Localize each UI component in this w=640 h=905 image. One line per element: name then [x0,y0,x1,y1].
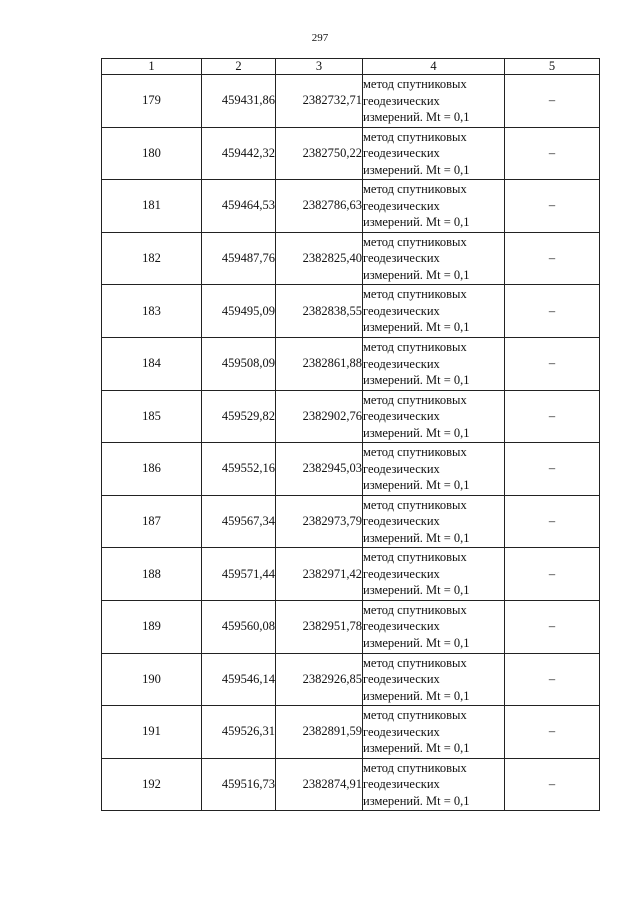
method-cell [363,75,505,128]
x-coordinate-cell: 459560,08 [202,600,276,653]
method-text-line: метод спутниковых [363,182,467,197]
method-text-line: геодезических [363,251,440,266]
table-row [102,548,600,601]
note-cell: – [505,285,600,338]
table-row [102,75,600,128]
note-cell: – [505,75,600,128]
method-text-line: геодезических [363,198,440,213]
method-cell [363,758,505,811]
method-text-line: метод спутниковых [363,234,467,249]
method-text-line: метод спутниковых [363,550,467,565]
point-number-cell: 180 [102,127,202,180]
method-text-line: геодезических [363,356,440,371]
note-cell: – [505,653,600,706]
method-text-line: геодезических [363,514,440,529]
method-cell [363,653,505,706]
x-coordinate-cell: 459495,09 [202,285,276,338]
method-text-line: измерений. Mt = 0,1 [363,688,470,703]
point-number-cell: 183 [102,285,202,338]
method-text-line: измерений. Mt = 0,1 [363,373,470,388]
method-text-line: метод спутниковых [363,445,467,460]
point-number-cell: 181 [102,180,202,233]
note-cell: – [505,337,600,390]
point-number-cell: 191 [102,706,202,759]
method-text-line: метод спутниковых [363,602,467,617]
note-cell: – [505,180,600,233]
method-text-line: геодезических [363,724,440,739]
x-coordinate-cell: 459487,76 [202,232,276,285]
column-header-1: 1 [102,59,202,75]
y-coordinate-cell: 2382891,59 [276,706,363,759]
y-coordinate-cell: 2382951,78 [276,600,363,653]
table-row [102,495,600,548]
note-cell: – [505,600,600,653]
method-cell [363,495,505,548]
table-row [102,600,600,653]
point-number-cell: 179 [102,75,202,128]
point-number-cell: 182 [102,232,202,285]
page-number: 297 [311,32,329,44]
y-coordinate-cell: 2382825,40 [276,232,363,285]
method-text-line: геодезических [363,303,440,318]
y-coordinate-cell: 2382945,03 [276,443,363,496]
method-text-line: измерений. Mt = 0,1 [363,530,470,545]
method-text-line: измерений. Mt = 0,1 [363,215,470,230]
x-coordinate-cell: 459529,82 [202,390,276,443]
method-text-line: измерений. Mt = 0,1 [363,793,470,808]
method-text-line: метод спутниковых [363,760,467,775]
x-coordinate-cell: 459464,53 [202,180,276,233]
method-text-line: метод спутниковых [363,77,467,92]
table-row [102,232,600,285]
x-coordinate-cell: 459442,32 [202,127,276,180]
point-number-cell: 190 [102,653,202,706]
column-header-2: 2 [202,59,276,75]
table-row [102,390,600,443]
note-cell: – [505,390,600,443]
method-text-line: геодезических [363,146,440,161]
column-header-5: 5 [505,59,600,75]
method-text-line: геодезических [363,777,440,792]
method-cell [363,706,505,759]
table-row [102,180,600,233]
method-text-line: метод спутниковых [363,497,467,512]
x-coordinate-cell: 459431,86 [202,75,276,128]
method-text-line: геодезических [363,619,440,634]
y-coordinate-cell: 2382902,76 [276,390,363,443]
y-coordinate-cell: 2382786,63 [276,180,363,233]
table-row [102,443,600,496]
method-text-line: геодезических [363,461,440,476]
table-row [102,285,600,338]
table-row [102,758,600,811]
method-text-line: измерений. Mt = 0,1 [363,635,470,650]
note-cell: – [505,548,600,601]
y-coordinate-cell: 2382732,71 [276,75,363,128]
method-cell [363,337,505,390]
method-text-line: метод спутниковых [363,708,467,723]
note-cell: – [505,443,600,496]
point-number-cell: 187 [102,495,202,548]
note-cell: – [505,706,600,759]
method-cell [363,180,505,233]
x-coordinate-cell: 459516,73 [202,758,276,811]
method-text-line: метод спутниковых [363,129,467,144]
method-cell [363,285,505,338]
x-coordinate-cell: 459552,16 [202,443,276,496]
point-number-cell: 184 [102,337,202,390]
note-cell: – [505,495,600,548]
table-row [102,653,600,706]
point-number-cell: 192 [102,758,202,811]
y-coordinate-cell: 2382971,42 [276,548,363,601]
method-text-line: метод спутниковых [363,287,467,302]
x-coordinate-cell: 459567,34 [202,495,276,548]
method-cell [363,232,505,285]
method-cell [363,390,505,443]
method-text-line: измерений. Mt = 0,1 [363,583,470,598]
method-text-line: геодезических [363,409,440,424]
note-cell: – [505,127,600,180]
method-text-line: измерений. Mt = 0,1 [363,741,470,756]
method-cell [363,127,505,180]
table-header-row [102,59,600,75]
y-coordinate-cell: 2382926,85 [276,653,363,706]
column-header-4: 4 [363,59,505,75]
method-text-line: геодезических [363,566,440,581]
point-number-cell: 189 [102,600,202,653]
method-cell [363,548,505,601]
method-text-line: измерений. Mt = 0,1 [363,162,470,177]
note-cell: – [505,758,600,811]
y-coordinate-cell: 2382973,79 [276,495,363,548]
method-text-line: измерений. Mt = 0,1 [363,267,470,282]
x-coordinate-cell: 459508,09 [202,337,276,390]
table-body [102,75,600,811]
table-row [102,337,600,390]
method-text-line: измерений. Mt = 0,1 [363,478,470,493]
column-header-3: 3 [276,59,363,75]
x-coordinate-cell: 459526,31 [202,706,276,759]
y-coordinate-cell: 2382874,91 [276,758,363,811]
table-row [102,127,600,180]
point-number-cell: 186 [102,443,202,496]
coordinates-table [101,58,600,811]
y-coordinate-cell: 2382838,55 [276,285,363,338]
method-text-line: измерений. Mt = 0,1 [363,110,470,125]
method-cell [363,443,505,496]
x-coordinate-cell: 459546,14 [202,653,276,706]
method-text-line: измерений. Mt = 0,1 [363,425,470,440]
y-coordinate-cell: 2382861,88 [276,337,363,390]
x-coordinate-cell: 459571,44 [202,548,276,601]
point-number-cell: 185 [102,390,202,443]
note-cell: – [505,232,600,285]
method-text-line: геодезических [363,672,440,687]
method-text-line: геодезических [363,93,440,108]
method-text-line: метод спутниковых [363,340,467,355]
method-text-line: метод спутниковых [363,655,467,670]
method-cell [363,600,505,653]
method-text-line: измерений. Mt = 0,1 [363,320,470,335]
point-number-cell: 188 [102,548,202,601]
y-coordinate-cell: 2382750,22 [276,127,363,180]
table-row [102,706,600,759]
method-text-line: метод спутниковых [363,392,467,407]
